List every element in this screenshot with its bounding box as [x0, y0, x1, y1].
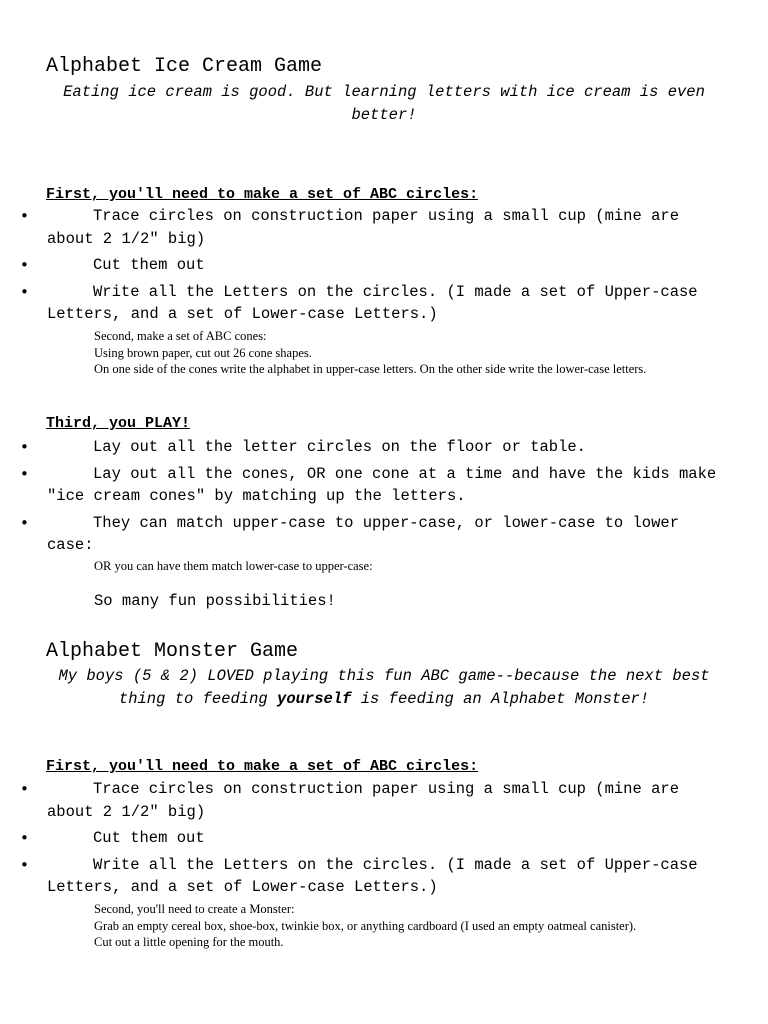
ice-cream-step1-list — [0, 205, 722, 330]
list-item-text: They can match upper-case to upper-case, or lower-case to lower case: — [47, 513, 679, 554]
list-item-text: Trace circles on construction paper using a small cup (mine are about 2 1/2" big) — [47, 207, 679, 248]
ice-cream-title: Alphabet Ice Cream Game — [46, 55, 323, 78]
bullet-icon: • — [20, 282, 29, 301]
list-item-text: Cut them out — [93, 256, 205, 274]
bullet-icon: • — [20, 438, 29, 456]
list-item-text: Lay out all the letter circles on the floor or table. — [93, 438, 586, 456]
note-line: OR you can have them match lower-case to upper-case: — [94, 559, 373, 573]
note-line: Second, you'll need to create a Monster: — [94, 902, 295, 916]
list-item-text: Write all the Letters on the circles. (I made a set of Upper-case Letters, and a set of Lower-case Letters.) — [47, 282, 698, 323]
bullet-icon: • — [20, 513, 29, 532]
ice-cream-step3-list — [0, 436, 722, 561]
bullet-icon: • — [20, 829, 29, 847]
list-item — [0, 854, 722, 899]
monster-title: Alphabet Monster Game — [46, 640, 299, 663]
bullet-icon: • — [20, 256, 29, 274]
list-item-text: Write all the Letters on the circles. (I made a set of Upper-case Letters, and a set of Lower-case Letters.) — [47, 855, 698, 896]
list-item-text: Trace circles on construction paper using a small cup (mine are about 2 1/2" big) — [47, 780, 679, 821]
ice-cream-step3-note — [94, 558, 714, 575]
list-item — [0, 827, 722, 850]
monster-intro-emphasis: yourself — [277, 689, 352, 708]
note-line: Grab an empty cereal box, shoe-box, twinkie box, or anything cardboard (I used an empty oatmeal canister). — [94, 918, 637, 933]
bullet-icon: • — [20, 780, 29, 798]
note-line: Cut out a little opening for the mouth. — [94, 935, 284, 949]
bullet-icon: • — [20, 855, 29, 874]
list-item-text: Cut them out — [93, 829, 205, 847]
list-item — [0, 436, 722, 459]
ice-cream-intro: Eating ice cream is good. But learning letters with ice cream is even better! — [63, 83, 705, 124]
ice-cream-closing: So many fun possibilities! — [94, 592, 336, 610]
list-item — [0, 205, 722, 250]
monster-intro-text-end: is feeding an Alphabet Monster! — [351, 689, 650, 708]
ice-cream-step3-heading: Third, you PLAY! — [46, 415, 191, 432]
list-item — [0, 254, 722, 277]
monster-intro — [46, 665, 722, 710]
note-line: On one side of the cones write the alphabet in upper-case letters. On the other side write the lower-case letters. — [94, 362, 647, 376]
list-item — [0, 778, 722, 823]
monster-step1-list — [0, 778, 722, 903]
list-item — [0, 463, 722, 508]
monster-step1-heading: First, you'll need to make a set of ABC circles: — [46, 758, 479, 775]
ice-cream-step2-note — [94, 328, 714, 378]
bullet-icon: • — [20, 207, 29, 225]
note-line: Second, make a set of ABC cones: — [94, 329, 267, 343]
note-line: Using brown paper, cut out 26 cone shapes. — [94, 345, 312, 360]
list-item — [0, 281, 722, 326]
monster-intro-text: My boys (5 & 2) LOVED playing this fun ABC game--because the next best thing to feeding — [58, 667, 710, 708]
list-item — [0, 512, 722, 557]
bullet-icon: • — [20, 464, 29, 483]
ice-cream-step1-heading: First, you'll need to make a set of ABC circles: — [46, 186, 479, 203]
monster-step2-note — [94, 901, 714, 951]
list-item-text: Lay out all the cones, OR one cone at a time and have the kids make "ice cream cones" by matching up the letters. — [47, 464, 717, 505]
